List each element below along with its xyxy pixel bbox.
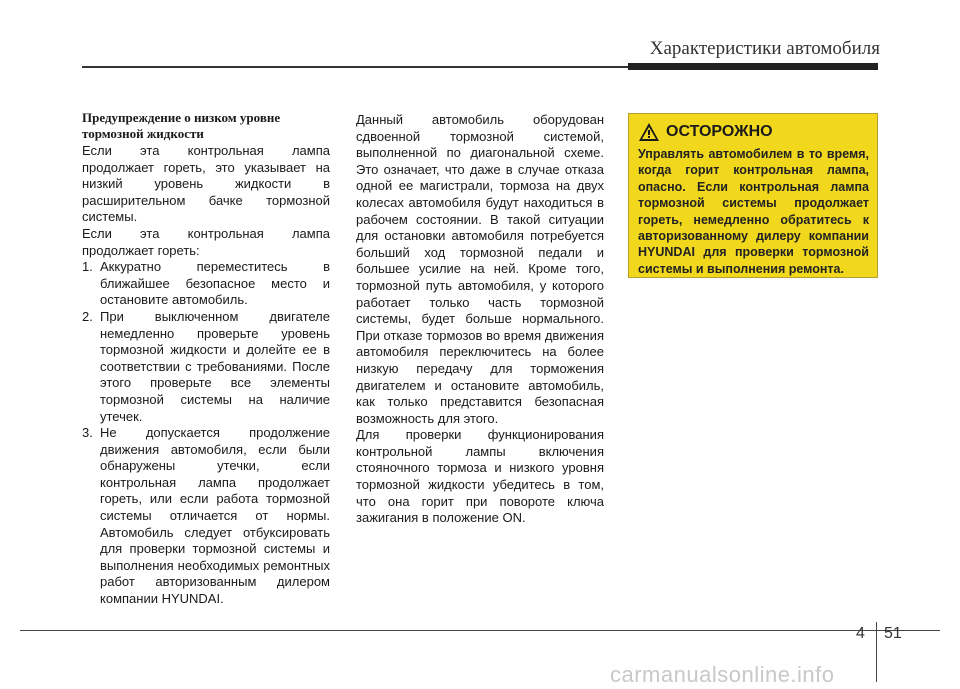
list-item (82, 259, 330, 309)
warning-triangle-icon (638, 122, 660, 142)
paragraph: Если эта контрольная лампа продолжает гореть: (82, 225, 330, 258)
chapter-number: 4 (856, 625, 865, 642)
list-item-text: Аккуратно переместитесь в ближайшее безопасное место и остановите автомобиль. (100, 259, 330, 308)
section-heading: Предупреждение о низком уровне тормозной жидкости (82, 110, 281, 141)
page-header-title: Характеристики автомобиля (649, 38, 880, 59)
footer-divider (876, 622, 877, 682)
footer-rule (20, 630, 940, 631)
list-item-text: При выключенном двигателе немедленно проверьте уровень тормозной жидкости и долейте ее в соответствии с требованиями. После этого проверьте все элементы тормозной системы на наличие утечек. (100, 308, 330, 424)
warning-title: ОСТОРОЖНО (666, 123, 773, 140)
header-accent-bar (628, 63, 878, 70)
warning-box (628, 113, 878, 278)
list-item-number: 3. (82, 425, 93, 441)
middle-column (356, 112, 604, 527)
warning-header (638, 122, 869, 142)
list-item-number: 1. (82, 259, 93, 275)
warning-body: Управлять автомобилем в то время, когда горит контрольная лампа, опасно. Если контрольная лампа тормозной системы продолжает гореть, немедленно обратитесь к авторизованному дилеру компании HYUNDAI для проверки тормозной системы и выполнения ремонта. (638, 147, 869, 276)
paragraph: Для проверки функционирования контрольной лампы включения стояночного тормоза и низкого уровня тормозной жидкости убедитесь в том, что она горит при повороте ключа зажигания в положение ON. (356, 427, 604, 526)
watermark: carmanualsonline.info (610, 662, 835, 687)
list-item-number: 2. (82, 308, 93, 324)
list-item (82, 309, 330, 425)
list-item-text: Не допускается продолжение движения автомобиля, если были обнаружены утечки, если контрольная лампа продолжает гореть, или если работа тормозной системы отличается от нормы. Автомобиль следует отбуксировать для проверки тормозной системы и выполнения необходимых ремонтных работ авторизованным дилером компании HYUNDAI. (100, 425, 330, 607)
page-number: 51 (884, 625, 902, 642)
list-item (82, 425, 330, 608)
left-column (82, 110, 330, 608)
paragraph: Данный автомобиль оборудован сдвоенной тормозной системой, выполненной по диагональной схеме. Это означает, что даже в случае отказа одной ее магистрали, тормоза на двух колесах автомобиля будут находиться в рабочем состоянии. В такой ситуации для остановки автомобиля потребуется больший ход тормозной педали и большее усилие на ней. Кроме того, тормозной путь автомобиля, у которого работает только часть тормозной системы, будет больше нормального. При отказе тормозов во время движения автомобиля переключитесь на более низкую передачу для торможения двигателем и остановите автомобиль, как только представится безопасная возможность для этого. (356, 112, 604, 426)
paragraph: Если эта контрольная лампа продолжает гореть, это указывает на низкий уровень жидкости в расширительном бачке тормозной системы. (82, 143, 330, 225)
